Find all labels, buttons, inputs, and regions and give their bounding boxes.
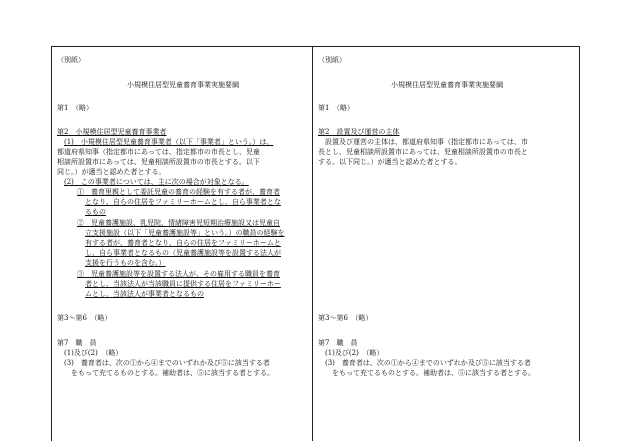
case-3-line-1: ③ 児童養護施設等を設置する法人が、その雇用する職員を養育 bbox=[77, 270, 280, 278]
clause-2-1-line-1: (1) 小規模住居型児童養育事業者（以下「事業者」という。）は、 bbox=[64, 138, 274, 146]
case-1-line-1: ① 養育里親として委託児童の養育の経験を有する者が、養育者 bbox=[77, 188, 280, 196]
case-3-line-3: ムとし、当該法人が事業者となるもの bbox=[85, 290, 204, 298]
section-1: 第1 （略） bbox=[318, 104, 354, 112]
case-1-line-3: るもの bbox=[85, 208, 106, 216]
current-column bbox=[318, 55, 576, 441]
case-2-line-4: し、自ら事業者となるもの（児童養護施設等を設置する法人が bbox=[85, 249, 281, 257]
attachment-label: （別紙） bbox=[57, 56, 85, 64]
clause-7-3-line-1: (3) 養育者は、次の①から④までのいずれか及び⑤に該当する者 bbox=[64, 359, 270, 367]
revised-column bbox=[57, 55, 309, 441]
section-7-heading: 第7 職 員 bbox=[57, 339, 97, 347]
section-2-heading: 第2 小規模住居型児童養育事業者 bbox=[57, 128, 167, 136]
clause-2-1-line-3: 相談所設置市にあっては、児童相談所設置市の市長とする。以下 bbox=[57, 158, 260, 166]
sections-3-6: 第3～第6 （略） bbox=[57, 314, 112, 322]
case-2-line-5: 支援を行うものを含む。） bbox=[85, 259, 166, 267]
section-2-line-3: する。以下同じ。）が適当と認めた者とする。 bbox=[318, 158, 462, 166]
section-7-heading: 第7 職 員 bbox=[318, 339, 358, 347]
document-title: 小規模住居型児童養育事業実施要綱 bbox=[391, 81, 503, 89]
case-2-line-3: 有する者が、養育者となり、自らの住居をファミリーホームと bbox=[85, 239, 281, 247]
clause-2-1-line-2: 都道府県知事（指定都市にあっては、指定都市の市長とし、児童 bbox=[57, 148, 260, 156]
clause-7-1-2: (1)及び(2) （略） bbox=[325, 349, 384, 357]
clause-7-3-line-2: をもって充てるものとする。補助者は、⑤に該当する者とする。 bbox=[332, 369, 535, 377]
case-3-line-2: 者とし、当該法人が当該職員に提供する住居をファミリーホー bbox=[85, 280, 281, 288]
case-2-line-2: 立支援施設（以下「児童養護施設等」という。）の職員の経験を bbox=[85, 229, 285, 237]
column-divider bbox=[312, 46, 313, 441]
section-2-line-2: 長とし、児童相談所設置市にあっては、児童相談所設置市の市長と bbox=[318, 148, 528, 156]
clause-2-1-line-4: 同じ。）が適当と認めた者とする。 bbox=[57, 168, 166, 176]
clause-7-3-line-2: をもって充てるものとする。補助者は、⑤に該当する者とする。 bbox=[71, 369, 274, 377]
clause-7-1-2: (1)及び(2) （略） bbox=[64, 349, 123, 357]
case-2-line-1: ② 児童養護施設、乳児院、情緒障害児短期治療施設又は児童自 bbox=[77, 219, 280, 227]
sections-3-6: 第3～第6 （略） bbox=[318, 314, 373, 322]
case-1-line-2: となり、自らの住居をファミリーホームとし、自ら事業者とな bbox=[85, 198, 281, 206]
section-2-heading: 第2 設置及び運営の主体 bbox=[318, 128, 400, 136]
clause-7-3-line-1: (3) 養育者は、次の①から④までのいずれか及び⑤に該当する者 bbox=[325, 359, 531, 367]
section-2-line-1: 設置及び運営の主体は、都道府県知事（指定都市にあっては、市 bbox=[325, 138, 528, 146]
attachment-label: （別紙） bbox=[318, 56, 346, 64]
clause-2-2: (2) この事業者については、主に次の場合が対象となる。 bbox=[64, 178, 249, 186]
document-title: 小規模住居型児童養育事業実施要綱 bbox=[127, 81, 239, 89]
section-1: 第1 （略） bbox=[57, 104, 93, 112]
